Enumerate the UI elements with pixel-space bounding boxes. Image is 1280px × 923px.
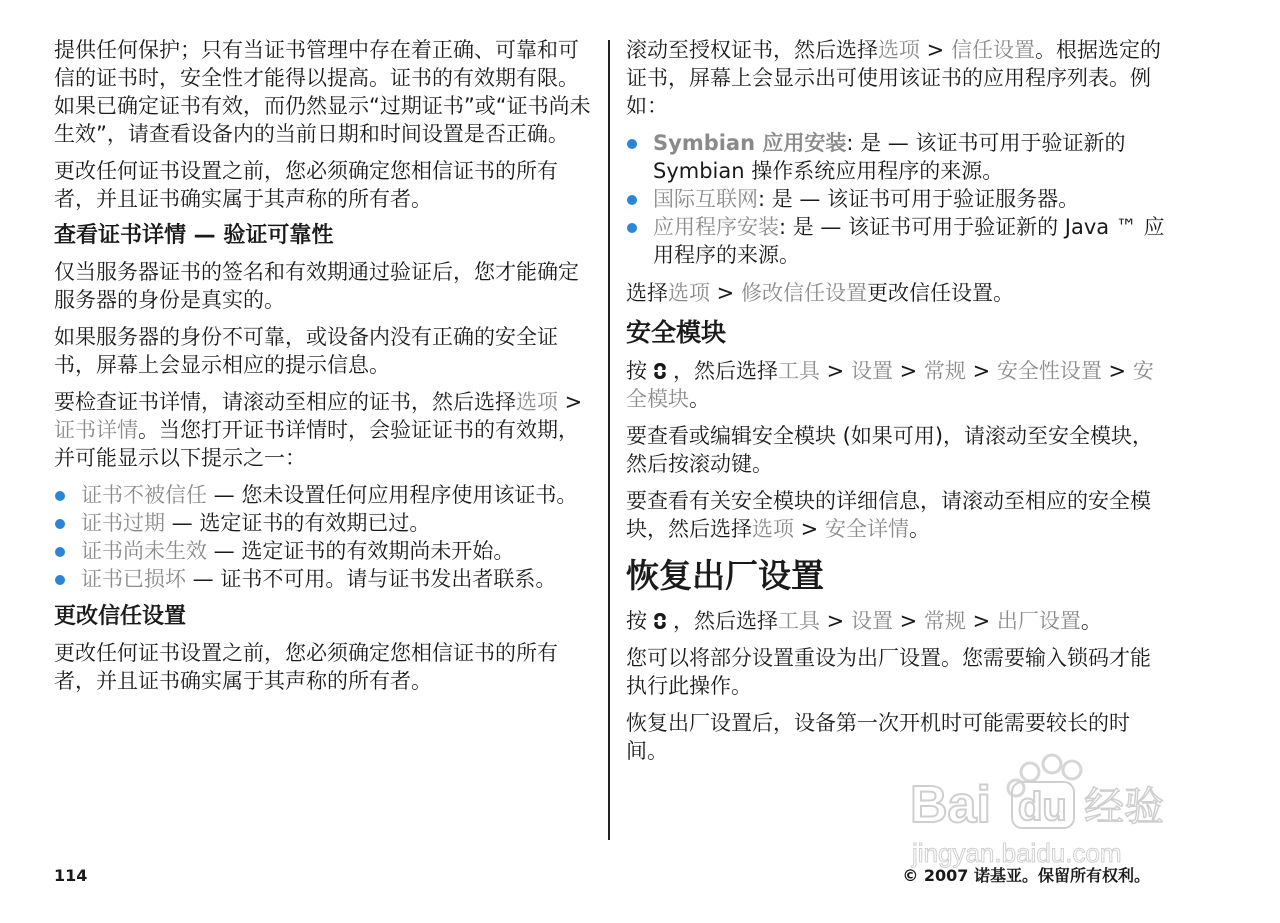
paragraph-modify-trust: 选择选项 > 修改信任设置更改信任设置。 — [626, 281, 1014, 305]
ui-term-cert-details: 证书详情 — [54, 418, 138, 442]
ui-term-security-module: 安全模块 — [626, 359, 1154, 411]
section-heading-view-cert: 查看证书详情 — 验证可靠性 — [54, 223, 334, 248]
list-item: 证书尚未生效 — 选定证书的有效期尚未开始。 — [54, 537, 594, 565]
ui-term-settings: 设置 — [850, 359, 893, 383]
ui-term-general: 常规 — [923, 609, 966, 633]
list-item: 国际互联网: 是 — 该证书可用于验证服务器。 — [626, 185, 1166, 213]
list-item: 证书不被信任 — 您未设置任何应用程序使用该证书。 — [54, 481, 594, 509]
svg-text:du: du — [1018, 785, 1067, 829]
section-heading-change-trust: 更改信任设置 — [54, 604, 187, 629]
ui-term-settings: 设置 — [850, 609, 893, 633]
svg-text:Bai: Bai — [910, 776, 991, 834]
ui-term-options: 选项 — [878, 38, 920, 62]
paragraph-check-details: 要检查证书详情，请滚动至相应的证书，然后选择选项 > 证书详情。当您打开证书详情时，会验证证书的有效期，并可能显示以下提示之一： — [54, 390, 583, 470]
paragraph: 如果服务器的身份不可靠，或设备内没有正确的安全证书，屏幕上会显示相应的提示信息。 — [54, 325, 558, 377]
ui-term-trust-settings: 信任设置 — [950, 38, 1035, 62]
paragraph: 您可以将部分设置重设为出厂设置。您需要输入锁码才能执行此操作。 — [626, 646, 1151, 698]
paragraph: 更改任何证书设置之前，您必须确定您相信证书的所有者，并且证书确实属于其声称的所有者。 — [54, 641, 558, 693]
svg-text:经验: 经验 — [1084, 784, 1164, 830]
paragraph: 要查看或编辑安全模块 (如果可用)，请滚动至安全模块，然后按滚动键。 — [626, 424, 1154, 476]
list-item: Symbian 应用安装: 是 — 该证书可用于验证新的 Symbian 操作系统应用程序的来源。 — [626, 129, 1166, 185]
left-column — [54, 36, 594, 704]
paragraph: 更改任何证书设置之前，您必须确定您相信证书的所有者，并且证书确实属于其声称的所有者。 — [54, 159, 558, 211]
ui-term-security-settings: 安全性设置 — [996, 359, 1102, 383]
paragraph-factory-path: 按 ，然后选择工具 > 设置 > 常规 > 出厂设置。 — [626, 609, 1102, 633]
list-item: 证书过期 — 选定证书的有效期已过。 — [54, 509, 594, 537]
chapter-heading-restore-factory: 恢复出厂设置 — [626, 556, 824, 595]
ui-term-options: 选项 — [668, 281, 710, 305]
ui-term-general: 常规 — [923, 359, 966, 383]
ui-term-options: 选项 — [752, 517, 794, 541]
ui-term-options: 选项 — [516, 390, 558, 414]
cert-status-list — [54, 481, 594, 593]
ui-term-security-details: 安全详情 — [824, 517, 909, 541]
paragraph-trust-settings: 滚动至授权证书，然后选择选项 > 信任设置。根据选定的证书，屏幕上会显示出可使用该证书的应用程序列表。例如： — [626, 38, 1161, 118]
right-column — [626, 36, 1166, 774]
paragraph: 提供任何保护；只有当证书管理中存在着正确、可靠和可信的证书时，安全性才能得以提高。证书的有效期有限。如果已确定证书有效，而仍然显示“过期证书”或“证书尚未生效”，请查看设备内的当前日期和时间设置是否正确。 — [54, 38, 591, 146]
ui-term-factory-settings: 出厂设置 — [996, 609, 1081, 633]
watermark-url: jingyan.baidu.com — [912, 838, 1122, 868]
baidu-jingyan-watermark — [900, 744, 1210, 874]
app-list — [626, 129, 1166, 269]
ui-term-tools: 工具 — [778, 609, 820, 633]
ui-term-tools: 工具 — [778, 359, 820, 383]
paragraph-module-path: 按 ，然后选择工具 > 设置 > 常规 > 安全性设置 > 安全模块。 — [626, 359, 1154, 411]
ui-term-modify-trust: 修改信任设置 — [740, 281, 867, 305]
paragraph: 仅当服务器证书的签名和有效期通过验证后，您才能确定服务器的身份是真实的。 — [54, 260, 579, 312]
menu-key-icon — [651, 611, 669, 631]
section-heading-security-module: 安全模块 — [626, 318, 727, 347]
paragraph: 恢复出厂设置后，设备第一次开机时可能需要较长的时间。 — [626, 711, 1130, 763]
copyright-notice: © 2007 诺基亚。保留所有权利。 — [902, 866, 1150, 885]
page-number: 114 — [54, 866, 88, 885]
list-item: 证书已损坏 — 证书不可用。请与证书发出者联系。 — [54, 565, 594, 593]
list-item: 应用程序安装: 是 — 该证书可用于验证新的 Java ™ 应用程序的来源。 — [626, 213, 1166, 269]
menu-key-icon — [651, 361, 669, 381]
paragraph-module-details: 要查看有关安全模块的详细信息，请滚动至相应的安全模块，然后选择选项 > 安全详情。 — [626, 489, 1151, 541]
column-divider — [608, 40, 610, 840]
